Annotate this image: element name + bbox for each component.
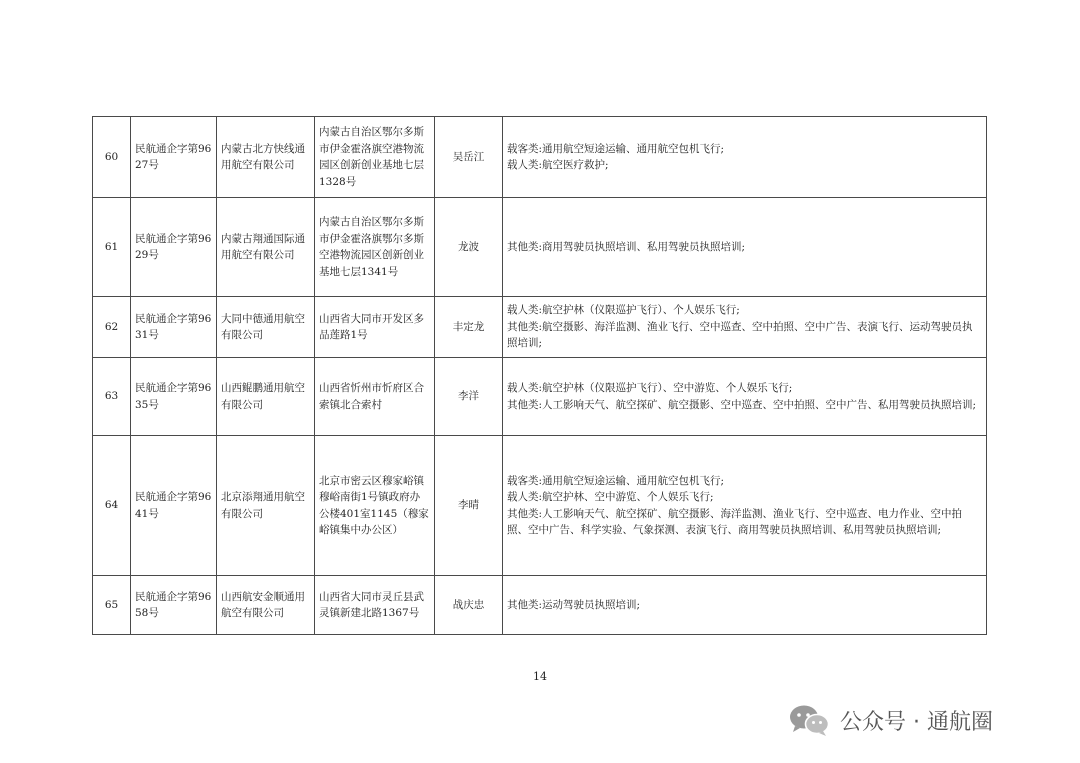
cell-business-scope — [503, 576, 987, 635]
cell-representative: 战庆忠 — [435, 576, 503, 635]
table-row — [93, 198, 987, 297]
cell-business-scope — [503, 436, 987, 576]
page-number: 14 — [533, 670, 547, 683]
table-row — [93, 358, 987, 436]
scope-line: 载人类:航空护林（仪限巡护飞行）、个人娱乐飞行; — [507, 304, 740, 317]
cell-address: 北京市密云区穆家峪镇穆峪南街1号镇政府办公楼401室1145（穆家峪镇集中办公区） — [315, 436, 435, 576]
watermark — [788, 700, 993, 740]
cell-company-name: 内蒙古北方快线通用航空有限公司 — [217, 117, 315, 198]
wechat-icon — [788, 703, 830, 737]
scope-line: 载客类:通用航空短途运输、通用航空包机飞行; — [507, 142, 725, 155]
table-row — [93, 297, 987, 358]
cell-company-name: 山西航安金顺通用航空有限公司 — [217, 576, 315, 635]
scope-line: 其他类:运动驾驶员执照培训; — [507, 598, 641, 611]
cell-permit-number: 民航通企字第9658号 — [131, 576, 217, 635]
cell-representative: 吴岳江 — [435, 117, 503, 198]
cell-number: 64 — [93, 436, 131, 576]
cell-company-name: 山西鲲鹏通用航空有限公司 — [217, 358, 315, 436]
cell-permit-number: 民航通企字第9635号 — [131, 358, 217, 436]
cell-permit-number: 民航通企字第9631号 — [131, 297, 217, 358]
cell-business-scope — [503, 358, 987, 436]
scope-line: 其他类:人工影响天气、航空探矿、航空摄影、海洋监测、渔业飞行、空中巡查、电力作业、空中拍照、空中广告、科学实验、气象探测、表演飞行、商用驾驶员执照培训、私用驾驶员执照培训; — [507, 507, 963, 536]
cell-number: 60 — [93, 117, 131, 198]
scope-line: 载人类:航空医疗救护; — [507, 159, 609, 171]
cell-representative: 李晴 — [435, 436, 503, 576]
cell-representative: 丰定龙 — [435, 297, 503, 358]
cell-address: 山西省忻州市忻府区合索镇北合索村 — [315, 358, 435, 436]
cell-company-name: 内蒙古翔通国际通用航空有限公司 — [217, 198, 315, 297]
cell-company-name: 大同中德通用航空有限公司 — [217, 297, 315, 358]
cell-business-scope — [503, 117, 987, 198]
table-row — [93, 436, 987, 576]
cell-permit-number: 民航通企字第9629号 — [131, 198, 217, 297]
cell-business-scope — [503, 297, 987, 358]
enterprise-table — [92, 116, 987, 635]
scope-line: 其他类:商用驾驶员执照培训、私用驾驶员执照培训; — [507, 240, 746, 253]
cell-address: 山西省大同市开发区多品莲路1号 — [315, 297, 435, 358]
cell-permit-number: 民航通企字第9641号 — [131, 436, 217, 576]
cell-address: 山西省大同市灵丘县武灵镇新建北路1367号 — [315, 576, 435, 635]
table-row — [93, 576, 987, 635]
watermark-text: 公众号 · 通航圈 — [840, 709, 993, 735]
cell-company-name: 北京添翔通用航空有限公司 — [217, 436, 315, 576]
cell-address: 内蒙古自治区鄂尔多斯市伊金霍洛旗鄂尔多斯空港物流园区创新创业基地七层1341号 — [315, 198, 435, 297]
table-row — [93, 117, 987, 198]
scope-line: 载人类:航空护林（仪限巡护飞行）、空中游览、个人娱乐飞行; — [507, 382, 793, 394]
scope-line: 载客类:通用航空短途运输、通用航空包机飞行; — [507, 474, 725, 487]
cell-number: 61 — [93, 198, 131, 297]
scope-line: 其他类:人工影响天气、航空探矿、航空摄影、空中巡查、空中拍照、空中广告、私用驾驶员执照培训; — [507, 398, 977, 411]
cell-number: 63 — [93, 358, 131, 436]
cell-address: 内蒙古自治区鄂尔多斯市伊金霍洛旗空港物流园区创新创业基地七层1328号 — [315, 117, 435, 198]
cell-business-scope — [503, 198, 987, 297]
cell-representative: 龙波 — [435, 198, 503, 297]
cell-number: 62 — [93, 297, 131, 358]
scope-line: 载人类:航空护林、空中游览、个人娱乐飞行; — [507, 491, 714, 503]
cell-number: 65 — [93, 576, 131, 635]
scope-line: 其他类:航空摄影、海洋监测、渔业飞行、空中巡查、空中拍照、空中广告、表演飞行、运动驾驶员执照培训; — [507, 320, 973, 350]
cell-representative: 李洋 — [435, 358, 503, 436]
cell-permit-number: 民航通企字第9627号 — [131, 117, 217, 198]
